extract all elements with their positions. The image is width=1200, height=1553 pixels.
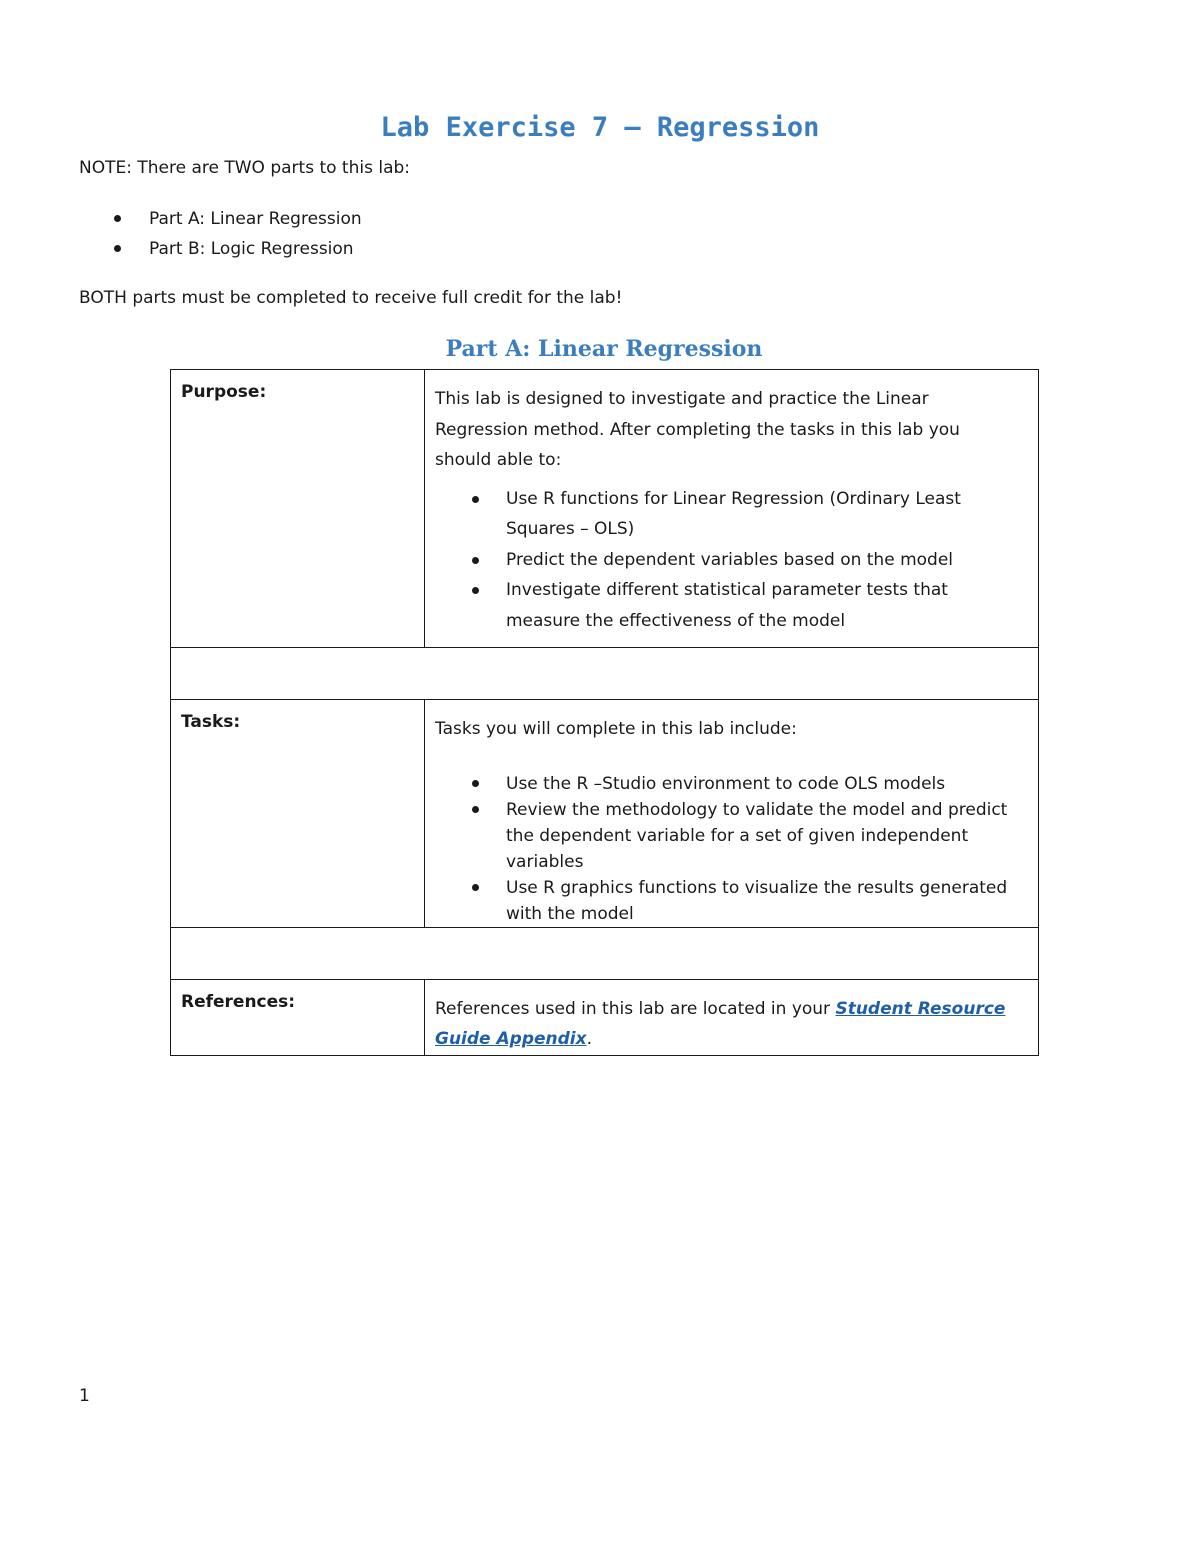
- bullet-icon: [472, 806, 479, 813]
- references-text-before: References used in this lab are located in your: [435, 998, 836, 1019]
- references-text-after: .: [586, 1029, 592, 1049]
- list-item: [425, 875, 1038, 927]
- references-label-cell: [171, 979, 425, 1055]
- list-item-text: Predict the dependent variables based on the model: [506, 549, 954, 570]
- parts-note: NOTE: There are TWO parts to this lab:: [79, 158, 411, 178]
- purpose-label: Purpose:: [181, 382, 267, 402]
- references-text: [425, 980, 1038, 1055]
- bullet-icon: [472, 496, 479, 503]
- table-row-purpose: [171, 370, 1039, 648]
- bullet-icon: [114, 215, 121, 222]
- table-row-tasks: [171, 700, 1039, 928]
- list-item-text: Use the R –Studio environment to code OLS models: [506, 773, 946, 794]
- parts-list: [110, 207, 362, 267]
- list-item: [425, 797, 1038, 875]
- section-heading: Part A: Linear Regression: [445, 336, 763, 362]
- list-item-text: Use R functions for Linear Regression (Ordinary Least Squares – OLS): [506, 488, 961, 539]
- references-content-cell: [425, 979, 1039, 1055]
- purpose-intro: This lab is designed to investigate and practice the Linear Regression method. After completing the tasks in this lab you should able to:: [435, 389, 960, 470]
- list-item-text: Investigate different statistical parameter tests that measure the effectiveness of the model: [506, 580, 948, 631]
- purpose-content-cell: [425, 370, 1039, 648]
- tasks-label: Tasks:: [181, 712, 241, 732]
- tasks-list: [425, 771, 1038, 927]
- references-label: References:: [181, 991, 296, 1012]
- page-number: 1: [79, 1386, 90, 1406]
- list-item: [425, 545, 1038, 576]
- bullet-icon: [114, 245, 121, 252]
- document-title: Lab Exercise 7 – Regression: [380, 112, 820, 143]
- completion-note: BOTH parts must be completed to receive full credit for the lab!: [79, 288, 623, 308]
- tasks-intro: Tasks you will complete in this lab include:: [435, 719, 797, 739]
- spacer-cell: [171, 927, 1039, 979]
- table-row-spacer: [171, 927, 1039, 979]
- tasks-label-cell: [171, 700, 425, 928]
- spacer-cell: [171, 648, 1039, 700]
- list-item-text: Part A: Linear Regression: [149, 209, 362, 229]
- purpose-label-cell: [171, 370, 425, 648]
- bullet-icon: [472, 587, 479, 594]
- student-resource-guide-link[interactable]: Student Resource Guide Appendix: [435, 998, 1006, 1049]
- list-item-text: Part B: Logic Regression: [149, 239, 354, 259]
- table-row-spacer: [171, 648, 1039, 700]
- list-item: [110, 237, 362, 267]
- list-item: [425, 484, 1038, 545]
- bullet-icon: [472, 780, 479, 787]
- bullet-icon: [472, 557, 479, 564]
- list-item: [425, 575, 1038, 636]
- list-item-text: Use R graphics functions to visualize the results generated with the model: [506, 877, 1008, 924]
- purpose-list: [425, 484, 1038, 637]
- bullet-icon: [472, 884, 479, 891]
- lab-info-table: [170, 369, 1039, 1056]
- tasks-content-cell: [425, 700, 1039, 928]
- list-item: [425, 771, 1038, 797]
- list-item: [110, 207, 362, 237]
- table-row-references: [171, 979, 1039, 1055]
- list-item-text: Review the methodology to validate the model and predict the dependent variable for a set of given independent variables: [506, 799, 1008, 872]
